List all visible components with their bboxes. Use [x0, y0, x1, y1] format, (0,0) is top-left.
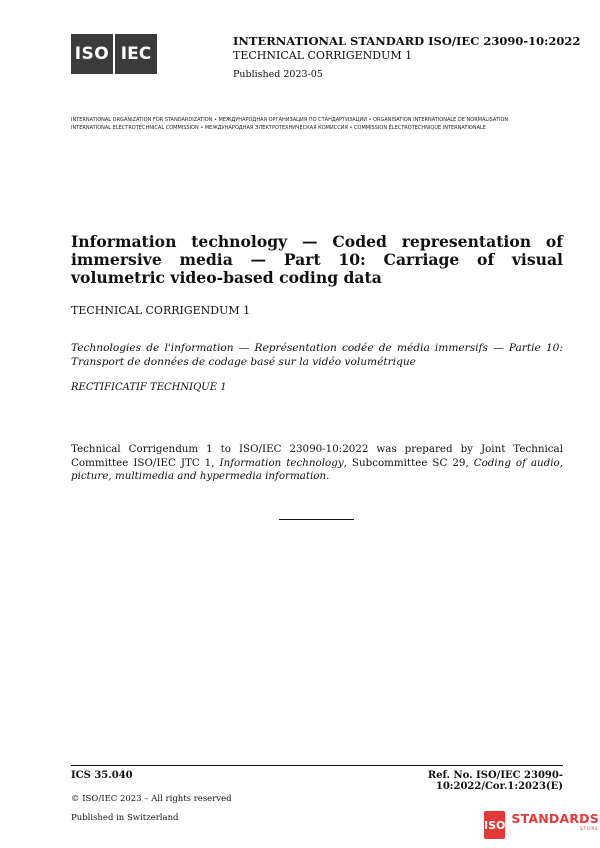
organizations-line-1: INTERNATIONAL ORGANIZATION FOR STANDARDIZATION • МЕЖДУНАРОДНАЯ ОРГАНИЗАЦИЯ ПО СТАНДАРТИЗАЦИИ • ORGANISATION INTERNATIONALE DE NORMALISATION	[71, 117, 509, 123]
para-italic-2: Coding of audio, picture, multimedia and hypermedia information	[71, 456, 564, 482]
iec-logo: IEC	[115, 34, 157, 74]
copyright-notice: © ISO/IEC 2023 – All rights reserved	[71, 794, 232, 804]
document-title: Information technology — Coded representation of immersive media — Part 10: Carriage of visual volumetric video-based coding data	[71, 232, 563, 287]
iso-logo: ISO	[71, 34, 113, 74]
reference-number: Ref. No. ISO/IEC 23090-10:2022/Cor.1:2023(E)	[427, 770, 563, 792]
french-title: Technologies de l'information — Représentation codée de média immersifs — Partie 10: Transport de données de codage basé sur la vidéo volumétrique	[71, 342, 563, 368]
end-divider	[279, 519, 354, 520]
standard-title: INTERNATIONAL STANDARD ISO/IEC 23090-10:2022	[233, 34, 581, 48]
technical-corrigendum-label: TECHNICAL CORRIGENDUM 1	[71, 304, 251, 317]
organizations-line-2: INTERNATIONAL ELECTROTECHNICAL COMMISSION • МЕЖДУНАРОДНАЯ ЭЛЕКТРОТЕХНИЧЕСКАЯ КОМИССИЯ • COMMISSION ÉLECTROTECHNIQUE INTERNATIONALE	[71, 125, 486, 131]
rectificatif-label: RECTIFICATIF TECHNIQUE 1	[71, 382, 227, 393]
ics-code: ICS 35.040	[71, 770, 133, 781]
iso-standards-store-badge	[484, 811, 599, 844]
footer-divider	[71, 765, 563, 766]
store-badge-subtext: STORE	[579, 827, 599, 832]
preparation-paragraph	[71, 443, 563, 484]
para-text-1: Technical Corrigendum 1 to ISO/IEC 23090-10:2022 was prepared by Joint Technical Committee ISO/IEC JTC 1,	[71, 443, 563, 469]
store-iso-logo: ISO	[484, 811, 505, 839]
para-italic-1: Information technology	[219, 456, 344, 469]
iso-iec-logo	[71, 34, 157, 74]
para-text-2: , Subcommittee SC 29,	[343, 456, 474, 469]
published-date: Published 2023-05	[233, 69, 323, 80]
standard-subtitle: TECHNICAL CORRIGENDUM 1	[233, 49, 413, 62]
para-text-3: .	[326, 470, 330, 482]
store-badge-text: STANDARDS	[511, 811, 599, 826]
published-in: Published in Switzerland	[71, 813, 179, 823]
